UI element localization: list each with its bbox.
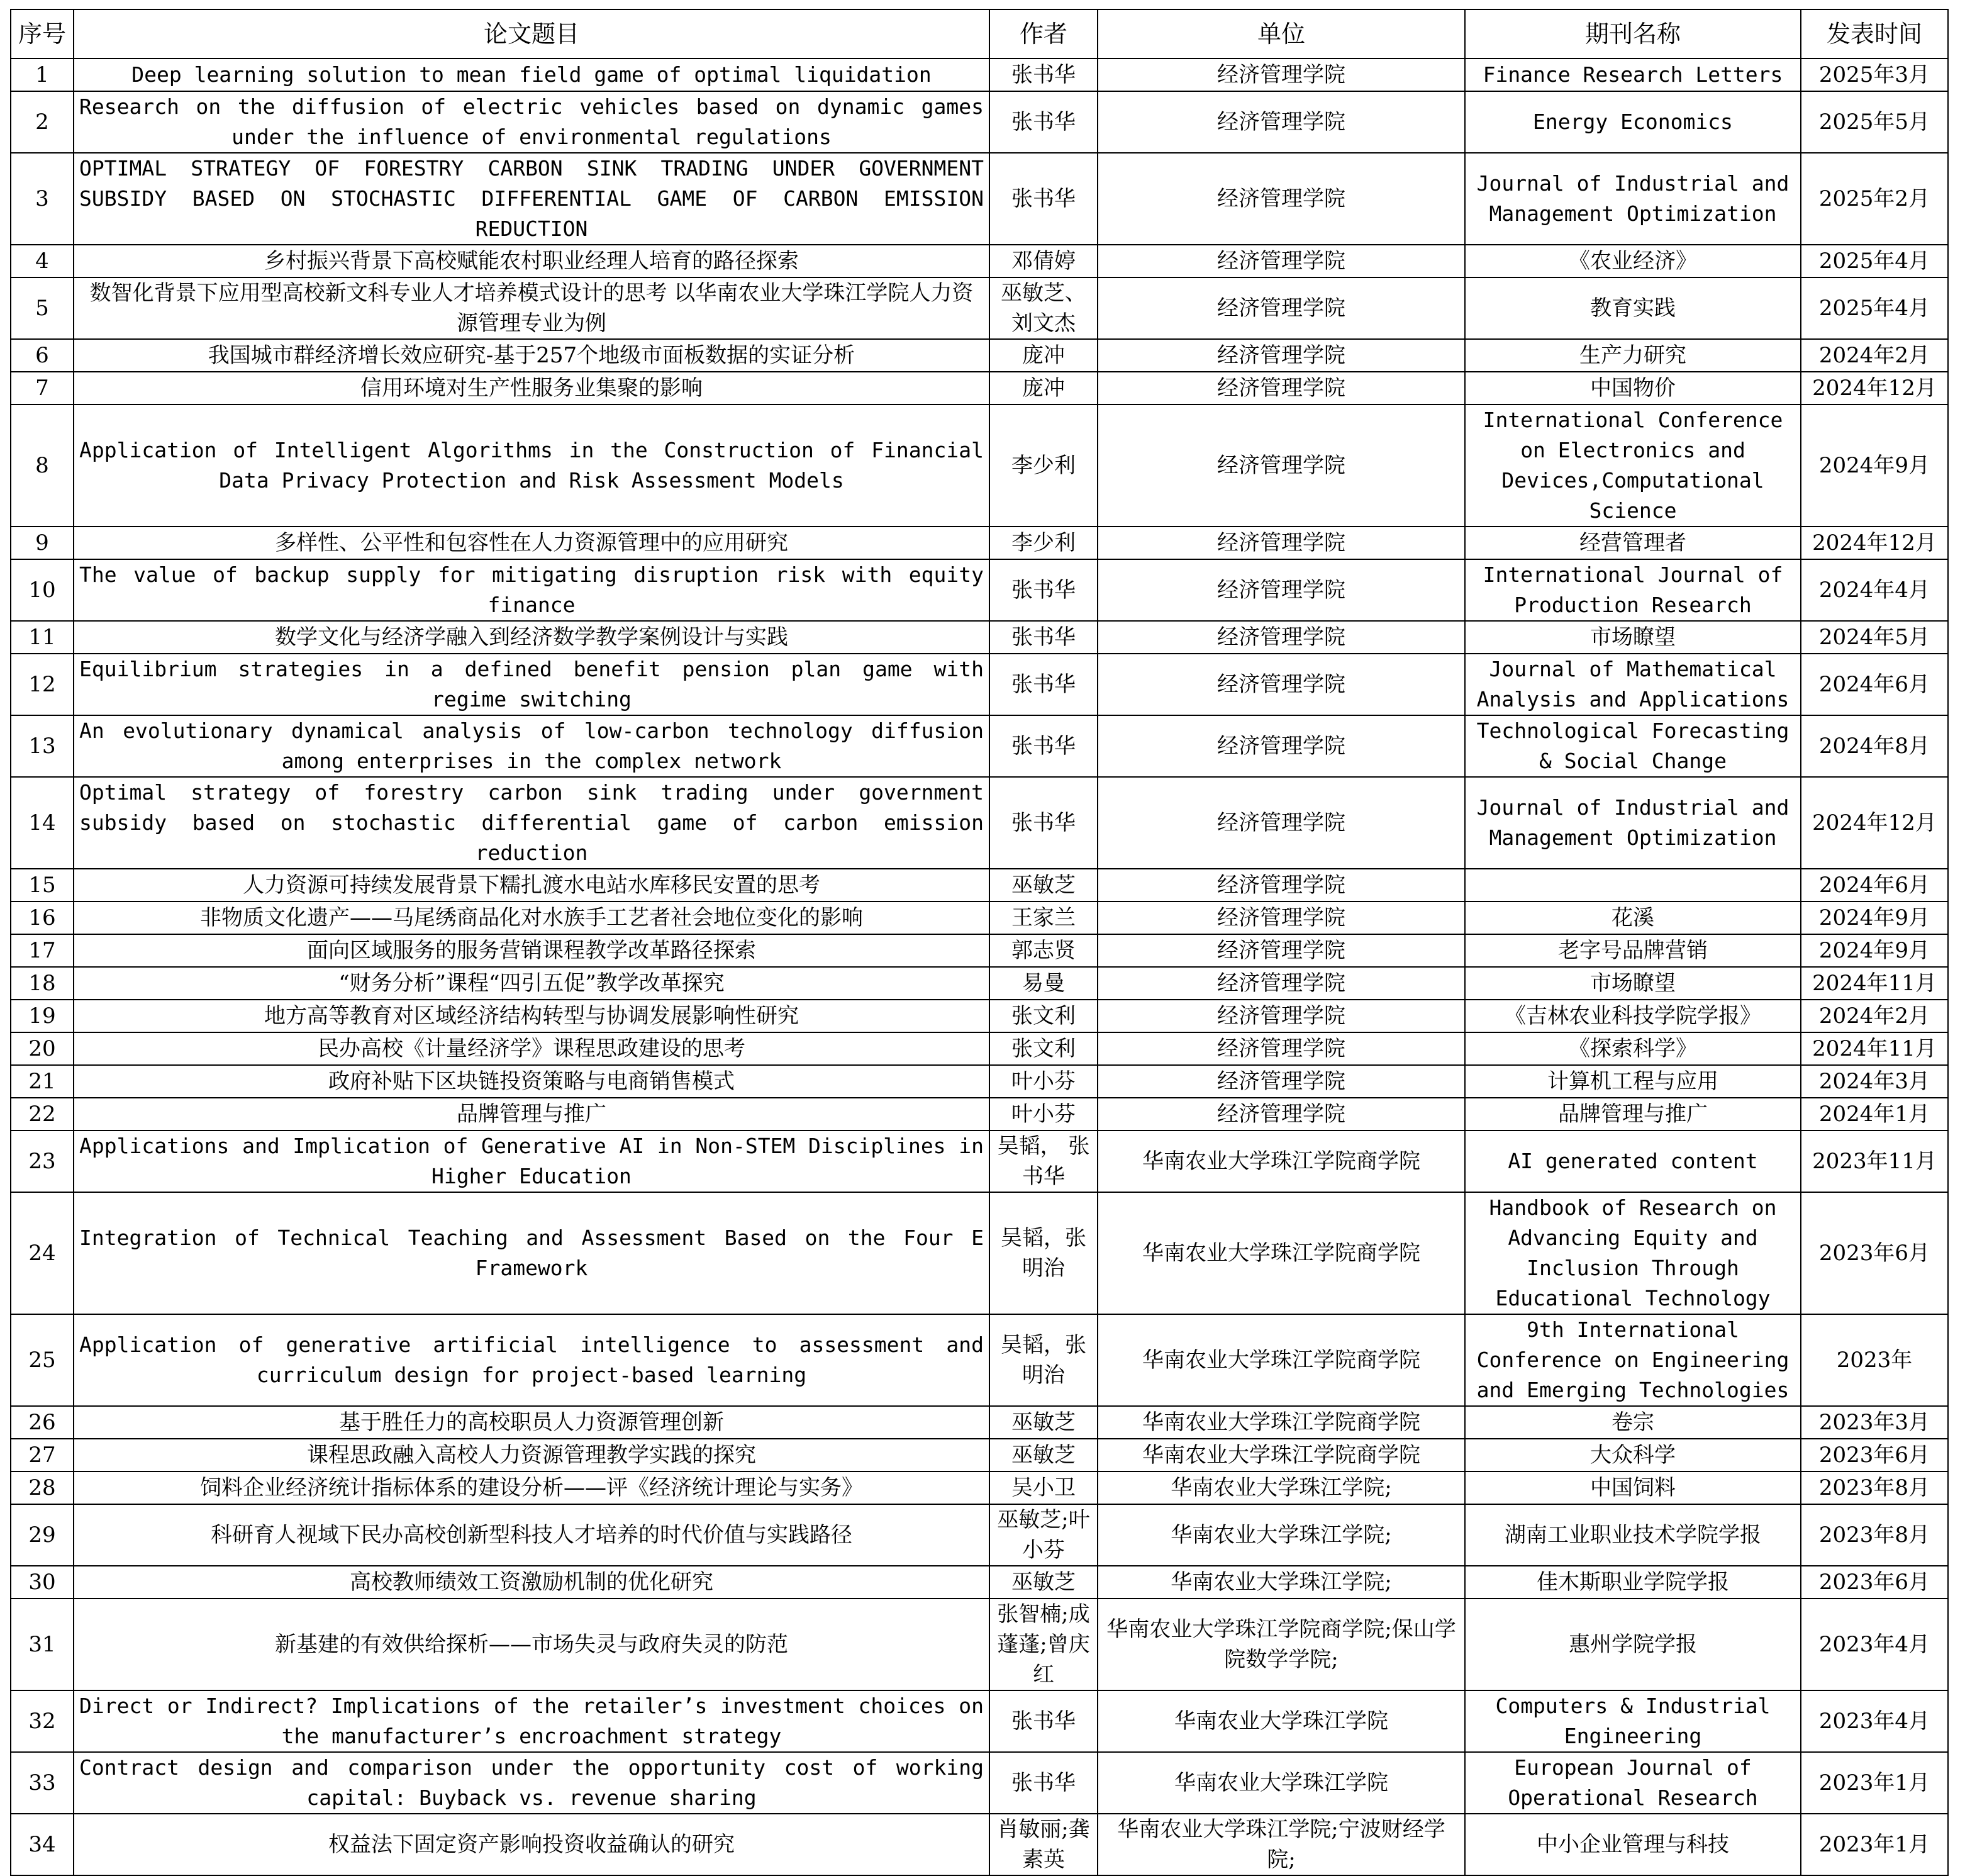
- header-author: 作者: [989, 9, 1098, 59]
- cell-journal: 生产力研究: [1465, 339, 1801, 372]
- cell-author: 李少利: [989, 527, 1098, 559]
- cell-date: 2024年1月: [1801, 1098, 1948, 1131]
- cell-unit: 经济管理学院: [1098, 1098, 1465, 1131]
- cell-unit: 经济管理学院: [1098, 405, 1465, 527]
- cell-unit: 经济管理学院: [1098, 715, 1465, 777]
- cell-journal: 惠州学院学报: [1465, 1599, 1801, 1690]
- cell-journal: 中小企业管理与科技: [1465, 1814, 1801, 1875]
- cell-title: 权益法下固定资产影响投资收益确认的研究: [74, 1814, 989, 1875]
- cell-date: 2025年3月: [1801, 59, 1948, 91]
- cell-index: 8: [11, 405, 74, 527]
- table-row: [11, 559, 1948, 621]
- cell-index: 24: [11, 1192, 74, 1314]
- header-row: [11, 9, 1948, 59]
- cell-index: 27: [11, 1439, 74, 1471]
- cell-title: 民办高校《计量经济学》课程思政建设的思考: [74, 1032, 989, 1065]
- table-row: [11, 967, 1948, 1000]
- cell-journal: Handbook of Research on Advancing Equity and Inclusion Through Educational Technology: [1465, 1192, 1801, 1314]
- cell-date: 2025年2月: [1801, 153, 1948, 245]
- header-index: 序号: [11, 9, 74, 59]
- cell-author: 叶小芬: [989, 1098, 1098, 1131]
- cell-title: 多样性、公平性和包容性在人力资源管理中的应用研究: [74, 527, 989, 559]
- cell-unit: 经济管理学院: [1098, 59, 1465, 91]
- cell-journal: International Journal of Production Research: [1465, 559, 1801, 621]
- table-row: [11, 621, 1948, 654]
- cell-index: 1: [11, 59, 74, 91]
- cell-date: 2024年12月: [1801, 372, 1948, 405]
- cell-journal: 品牌管理与推广: [1465, 1098, 1801, 1131]
- table-row: [11, 372, 1948, 405]
- cell-index: 16: [11, 902, 74, 934]
- cell-title: 课程思政融入高校人力资源管理教学实践的探究: [74, 1439, 989, 1471]
- cell-unit: 经济管理学院: [1098, 559, 1465, 621]
- cell-index: 17: [11, 934, 74, 967]
- cell-journal: International Conference on Electronics and Devices,Computational Science: [1465, 405, 1801, 527]
- cell-title: An evolutionary dynamical analysis of low-carbon technology diffusion among enterprises in the complex network: [74, 715, 989, 777]
- cell-unit: 经济管理学院: [1098, 277, 1465, 339]
- cell-journal: 《吉林农业科技学院学报》: [1465, 1000, 1801, 1032]
- cell-author: 邓倩婷: [989, 245, 1098, 277]
- cell-journal: 《探索科学》: [1465, 1032, 1801, 1065]
- cell-unit: 华南农业大学珠江学院;: [1098, 1504, 1465, 1566]
- table-body: [11, 59, 1948, 1875]
- cell-unit: 华南农业大学珠江学院: [1098, 1690, 1465, 1752]
- cell-unit: 华南农业大学珠江学院商学院: [1098, 1439, 1465, 1471]
- cell-author: 张书华: [989, 59, 1098, 91]
- cell-title: Equilibrium strategies in a defined benefit pension plan game with regime switching: [74, 654, 989, 715]
- cell-date: 2023年6月: [1801, 1566, 1948, 1599]
- cell-unit: 经济管理学院: [1098, 654, 1465, 715]
- cell-unit: 经济管理学院: [1098, 245, 1465, 277]
- table-row: [11, 1192, 1948, 1314]
- cell-unit: 经济管理学院: [1098, 1000, 1465, 1032]
- cell-title: Application of Intelligent Algorithms in the Construction of Financial Data Privacy Protection and Risk Assessment Models: [74, 405, 989, 527]
- cell-author: 张书华: [989, 654, 1098, 715]
- cell-journal: 市场瞭望: [1465, 967, 1801, 1000]
- cell-author: 张智楠;成蓬蓬;曾庆红: [989, 1599, 1098, 1690]
- cell-date: 2023年1月: [1801, 1752, 1948, 1814]
- cell-author: 庞冲: [989, 339, 1098, 372]
- table-row: [11, 1065, 1948, 1098]
- cell-title: 人力资源可持续发展背景下糯扎渡水电站水库移民安置的思考: [74, 869, 989, 902]
- cell-index: 19: [11, 1000, 74, 1032]
- cell-title: 高校教师绩效工资激励机制的优化研究: [74, 1566, 989, 1599]
- cell-index: 13: [11, 715, 74, 777]
- cell-index: 6: [11, 339, 74, 372]
- cell-author: 张书华: [989, 715, 1098, 777]
- cell-title: Integration of Technical Teaching and Assessment Based on the Four E Framework: [74, 1192, 989, 1314]
- table-row: [11, 527, 1948, 559]
- cell-index: 25: [11, 1314, 74, 1406]
- cell-unit: 华南农业大学珠江学院商学院: [1098, 1131, 1465, 1192]
- header-unit: 单位: [1098, 9, 1465, 59]
- cell-title: Direct or Indirect? Implications of the retailer’s investment choices on the manufacturer’s encroachment strategy: [74, 1690, 989, 1752]
- cell-date: 2023年1月: [1801, 1814, 1948, 1875]
- cell-journal: AI generated content: [1465, 1131, 1801, 1192]
- cell-author: 肖敏丽;龚素英: [989, 1814, 1098, 1875]
- cell-date: 2025年4月: [1801, 277, 1948, 339]
- cell-unit: 华南农业大学珠江学院: [1098, 1752, 1465, 1814]
- cell-date: 2024年9月: [1801, 934, 1948, 967]
- cell-journal: 9th International Conference on Engineering and Emerging Technologies: [1465, 1314, 1801, 1406]
- cell-date: 2023年4月: [1801, 1690, 1948, 1752]
- cell-index: 20: [11, 1032, 74, 1065]
- header-title: 论文题目: [74, 9, 989, 59]
- table-row: [11, 1439, 1948, 1471]
- cell-author: 张书华: [989, 1690, 1098, 1752]
- cell-unit: 经济管理学院: [1098, 527, 1465, 559]
- cell-index: 30: [11, 1566, 74, 1599]
- cell-date: 2024年9月: [1801, 405, 1948, 527]
- cell-author: 吴韬，张明治: [989, 1192, 1098, 1314]
- cell-journal: Technological Forecasting & Social Change: [1465, 715, 1801, 777]
- cell-unit: 经济管理学院: [1098, 1032, 1465, 1065]
- cell-journal: 市场瞭望: [1465, 621, 1801, 654]
- table-row: [11, 1752, 1948, 1814]
- cell-unit: 经济管理学院: [1098, 91, 1465, 153]
- cell-date: 2024年2月: [1801, 1000, 1948, 1032]
- cell-title: 科研育人视域下民办高校创新型科技人才培养的时代价值与实践路径: [74, 1504, 989, 1566]
- table-row: [11, 934, 1948, 967]
- cell-title: The value of backup supply for mitigating disruption risk with equity finance: [74, 559, 989, 621]
- cell-journal: 中国饲料: [1465, 1471, 1801, 1504]
- cell-date: 2025年5月: [1801, 91, 1948, 153]
- cell-title: 新基建的有效供给探析——市场失灵与政府失灵的防范: [74, 1599, 989, 1690]
- cell-unit: 经济管理学院: [1098, 621, 1465, 654]
- cell-author: 李少利: [989, 405, 1098, 527]
- cell-unit: 华南农业大学珠江学院商学院;保山学院数学学院;: [1098, 1599, 1465, 1690]
- cell-index: 9: [11, 527, 74, 559]
- cell-title: OPTIMAL STRATEGY OF FORESTRY CARBON SINK TRADING UNDER GOVERNMENT SUBSIDY BASED ON STOCHASTIC DIFFERENTIAL GAME OF CARBON EMISSION REDUCTION: [74, 153, 989, 245]
- cell-journal: 教育实践: [1465, 277, 1801, 339]
- cell-index: 2: [11, 91, 74, 153]
- cell-unit: 经济管理学院: [1098, 339, 1465, 372]
- cell-title: Research on the diffusion of electric vehicles based on dynamic games under the influence of environmental regulations: [74, 91, 989, 153]
- cell-date: 2023年11月: [1801, 1131, 1948, 1192]
- cell-journal: 花溪: [1465, 902, 1801, 934]
- header-journal: 期刊名称: [1465, 9, 1801, 59]
- cell-unit: 经济管理学院: [1098, 934, 1465, 967]
- cell-index: 15: [11, 869, 74, 902]
- cell-journal: 大众科学: [1465, 1439, 1801, 1471]
- cell-date: 2024年4月: [1801, 559, 1948, 621]
- cell-date: 2023年6月: [1801, 1192, 1948, 1314]
- cell-title: 面向区域服务的服务营销课程教学改革路径探索: [74, 934, 989, 967]
- cell-index: 12: [11, 654, 74, 715]
- cell-unit: 华南农业大学珠江学院商学院: [1098, 1192, 1465, 1314]
- cell-journal: Computers & Industrial Engineering: [1465, 1690, 1801, 1752]
- cell-author: 张书华: [989, 777, 1098, 869]
- cell-author: 张书华: [989, 1752, 1098, 1814]
- cell-index: 21: [11, 1065, 74, 1098]
- cell-unit: 华南农业大学珠江学院商学院: [1098, 1406, 1465, 1439]
- cell-date: 2023年4月: [1801, 1599, 1948, 1690]
- cell-unit: 华南农业大学珠江学院;宁波财经学院;: [1098, 1814, 1465, 1875]
- cell-author: 张书华: [989, 559, 1098, 621]
- cell-title: Applications and Implication of Generative AI in Non-STEM Disciplines in Higher Education: [74, 1131, 989, 1192]
- cell-index: 7: [11, 372, 74, 405]
- cell-journal: 经营管理者: [1465, 527, 1801, 559]
- cell-journal: 佳木斯职业学院学报: [1465, 1566, 1801, 1599]
- cell-author: 巫敏芝: [989, 1406, 1098, 1439]
- table-row: [11, 1032, 1948, 1065]
- cell-journal: Energy Economics: [1465, 91, 1801, 153]
- cell-date: 2024年9月: [1801, 902, 1948, 934]
- cell-unit: 经济管理学院: [1098, 1065, 1465, 1098]
- cell-title: Contract design and comparison under the opportunity cost of working capital: Buyback vs. revenue sharing: [74, 1752, 989, 1814]
- table-row: [11, 902, 1948, 934]
- table-row: [11, 59, 1948, 91]
- cell-unit: 经济管理学院: [1098, 869, 1465, 902]
- table-row: [11, 869, 1948, 902]
- cell-journal: 老字号品牌营销: [1465, 934, 1801, 967]
- cell-journal: 中国物价: [1465, 372, 1801, 405]
- cell-date: 2024年6月: [1801, 869, 1948, 902]
- cell-unit: 经济管理学院: [1098, 153, 1465, 245]
- cell-index: 28: [11, 1471, 74, 1504]
- cell-unit: 经济管理学院: [1098, 372, 1465, 405]
- cell-date: 2024年11月: [1801, 1032, 1948, 1065]
- table-row: [11, 1131, 1948, 1192]
- cell-author: 巫敏芝、刘文杰: [989, 277, 1098, 339]
- cell-date: 2023年8月: [1801, 1504, 1948, 1566]
- table-row: [11, 1599, 1948, 1690]
- cell-title: 我国城市群经济增长效应研究-基于257个地级市面板数据的实证分析: [74, 339, 989, 372]
- cell-title: 信用环境对生产性服务业集聚的影响: [74, 372, 989, 405]
- cell-date: 2023年8月: [1801, 1471, 1948, 1504]
- table-row: [11, 777, 1948, 869]
- cell-date: 2023年6月: [1801, 1439, 1948, 1471]
- cell-journal: Journal of Industrial and Management Optimization: [1465, 153, 1801, 245]
- table-row: [11, 277, 1948, 339]
- cell-unit: 经济管理学院: [1098, 967, 1465, 1000]
- cell-date: 2024年12月: [1801, 527, 1948, 559]
- table-row: [11, 1000, 1948, 1032]
- cell-date: 2024年2月: [1801, 339, 1948, 372]
- cell-journal: Finance Research Letters: [1465, 59, 1801, 91]
- cell-title: 非物质文化遗产——马尾绣商品化对水族手工艺者社会地位变化的影响: [74, 902, 989, 934]
- cell-index: 32: [11, 1690, 74, 1752]
- cell-index: 22: [11, 1098, 74, 1131]
- cell-date: 2025年4月: [1801, 245, 1948, 277]
- table-row: [11, 1098, 1948, 1131]
- cell-unit: 经济管理学院: [1098, 777, 1465, 869]
- cell-index: 4: [11, 245, 74, 277]
- cell-title: 数智化背景下应用型高校新文科专业人才培养模式设计的思考 以华南农业大学珠江学院人力资源管理专业为例: [74, 277, 989, 339]
- table-row: [11, 654, 1948, 715]
- table-row: [11, 715, 1948, 777]
- cell-unit: 华南农业大学珠江学院;: [1098, 1471, 1465, 1504]
- cell-journal: [1465, 869, 1801, 902]
- cell-index: 18: [11, 967, 74, 1000]
- cell-index: 29: [11, 1504, 74, 1566]
- cell-author: 张书华: [989, 91, 1098, 153]
- table-row: [11, 339, 1948, 372]
- cell-title: Deep learning solution to mean field game of optimal liquidation: [74, 59, 989, 91]
- cell-author: 巫敏芝: [989, 1439, 1098, 1471]
- cell-title: Optimal strategy of forestry carbon sink trading under government subsidy based on stochastic differential game of carbon emission reduction: [74, 777, 989, 869]
- cell-author: 张文利: [989, 1032, 1098, 1065]
- cell-author: 吴韬，张明治: [989, 1314, 1098, 1406]
- cell-date: 2024年11月: [1801, 967, 1948, 1000]
- cell-author: 张书华: [989, 621, 1098, 654]
- cell-author: 巫敏芝;叶小芬: [989, 1504, 1098, 1566]
- cell-journal: Journal of Mathematical Analysis and Applications: [1465, 654, 1801, 715]
- table-row: [11, 1406, 1948, 1439]
- table-row: [11, 1566, 1948, 1599]
- cell-author: 张文利: [989, 1000, 1098, 1032]
- cell-date: 2024年8月: [1801, 715, 1948, 777]
- cell-author: 易曼: [989, 967, 1098, 1000]
- cell-author: 庞冲: [989, 372, 1098, 405]
- cell-title: 地方高等教育对区域经济结构转型与协调发展影响性研究: [74, 1000, 989, 1032]
- table-row: [11, 1814, 1948, 1875]
- cell-unit: 华南农业大学珠江学院商学院: [1098, 1314, 1465, 1406]
- cell-journal: Journal of Industrial and Management Optimization: [1465, 777, 1801, 869]
- cell-title: “财务分析”课程“四引五促”教学改革探究: [74, 967, 989, 1000]
- cell-title: 基于胜任力的高校职员人力资源管理创新: [74, 1406, 989, 1439]
- table-row: [11, 245, 1948, 277]
- table-row: [11, 91, 1948, 153]
- cell-index: 33: [11, 1752, 74, 1814]
- cell-index: 26: [11, 1406, 74, 1439]
- cell-date: 2024年3月: [1801, 1065, 1948, 1098]
- cell-author: 张书华: [989, 153, 1098, 245]
- cell-index: 31: [11, 1599, 74, 1690]
- cell-journal: 《农业经济》: [1465, 245, 1801, 277]
- table-row: [11, 1504, 1948, 1566]
- cell-title: 品牌管理与推广: [74, 1098, 989, 1131]
- cell-index: 23: [11, 1131, 74, 1192]
- table-row: [11, 1690, 1948, 1752]
- cell-date: 2023年: [1801, 1314, 1948, 1406]
- cell-author: 吴小卫: [989, 1471, 1098, 1504]
- table-row: [11, 153, 1948, 245]
- table-row: [11, 405, 1948, 527]
- cell-author: 巫敏芝: [989, 1566, 1098, 1599]
- cell-author: 叶小芬: [989, 1065, 1098, 1098]
- cell-author: 王家兰: [989, 902, 1098, 934]
- cell-date: 2024年5月: [1801, 621, 1948, 654]
- cell-title: 乡村振兴背景下高校赋能农村职业经理人培育的路径探索: [74, 245, 989, 277]
- table-row: [11, 1471, 1948, 1504]
- cell-author: 郭志贤: [989, 934, 1098, 967]
- cell-index: 3: [11, 153, 74, 245]
- cell-title: 饲料企业经济统计指标体系的建设分析——评《经济统计理论与实务》: [74, 1471, 989, 1504]
- cell-date: 2024年6月: [1801, 654, 1948, 715]
- cell-index: 34: [11, 1814, 74, 1875]
- cell-index: 11: [11, 621, 74, 654]
- cell-unit: 经济管理学院: [1098, 902, 1465, 934]
- cell-author: 吴韬， 张书华: [989, 1131, 1098, 1192]
- cell-author: 巫敏芝: [989, 869, 1098, 902]
- cell-journal: 卷宗: [1465, 1406, 1801, 1439]
- cell-journal: European Journal of Operational Research: [1465, 1752, 1801, 1814]
- cell-index: 5: [11, 277, 74, 339]
- cell-date: 2024年12月: [1801, 777, 1948, 869]
- cell-index: 10: [11, 559, 74, 621]
- cell-index: 14: [11, 777, 74, 869]
- cell-title: Application of generative artificial intelligence to assessment and curriculum design for project-based learning: [74, 1314, 989, 1406]
- publications-table: [10, 9, 1949, 1876]
- cell-journal: 湖南工业职业技术学院学报: [1465, 1504, 1801, 1566]
- cell-title: 政府补贴下区块链投资策略与电商销售模式: [74, 1065, 989, 1098]
- table-row: [11, 1314, 1948, 1406]
- cell-journal: 计算机工程与应用: [1465, 1065, 1801, 1098]
- cell-date: 2023年3月: [1801, 1406, 1948, 1439]
- header-date: 发表时间: [1801, 9, 1948, 59]
- cell-title: 数学文化与经济学融入到经济数学教学案例设计与实践: [74, 621, 989, 654]
- cell-unit: 华南农业大学珠江学院;: [1098, 1566, 1465, 1599]
